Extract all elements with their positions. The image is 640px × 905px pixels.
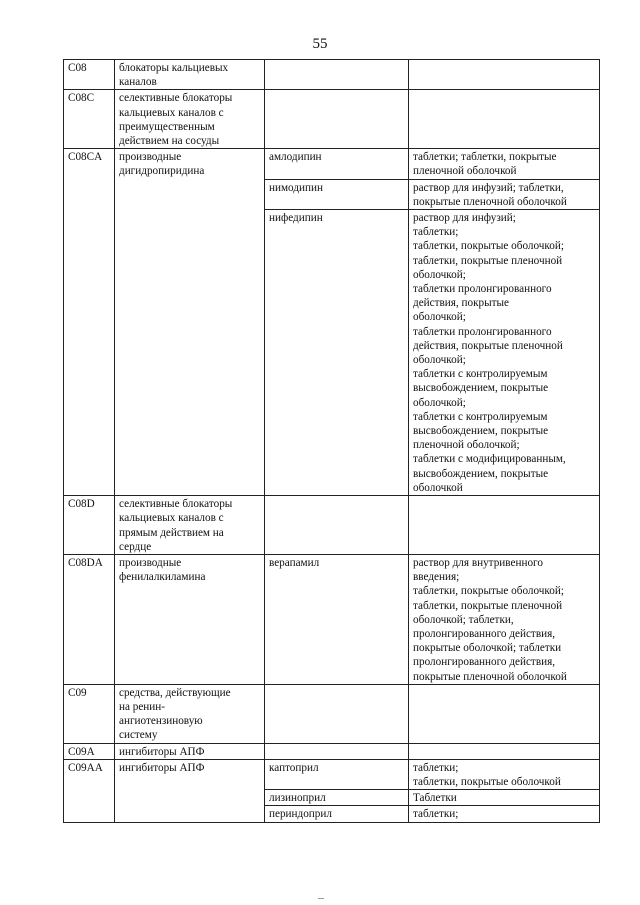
drug-name-cell bbox=[265, 90, 409, 149]
table-row bbox=[64, 684, 600, 743]
atc-code-cell: C08CA bbox=[64, 149, 115, 496]
atc-code-cell: C08DA bbox=[64, 554, 115, 684]
drug-name-cell: лизиноприл bbox=[265, 790, 409, 806]
drug-name-cell bbox=[265, 496, 409, 555]
group-name-cell: селективные блокаторы кальциевых каналов с прямым действием на сердце bbox=[115, 496, 265, 555]
dosage-form-cell: таблетки; bbox=[409, 806, 600, 822]
drug-name-cell: нифедипин bbox=[265, 210, 409, 496]
group-name-cell: блокаторы кальциевых каналов bbox=[115, 60, 265, 90]
dosage-form-cell: раствор для инфузий; таблетки, покрытые пленочной оболочкой bbox=[409, 179, 600, 209]
dosage-form-cell bbox=[409, 743, 600, 759]
drug-name-cell: амлодипин bbox=[265, 149, 409, 179]
group-name-cell: производные фенилалкиламина bbox=[115, 554, 265, 684]
group-name-cell: селективные блокаторы кальциевых каналов с преимущественным действием на сосуды bbox=[115, 90, 265, 149]
group-name-cell: производные дигидропиридина bbox=[115, 149, 265, 496]
drug-table bbox=[63, 59, 600, 823]
dosage-form-cell: таблетки; таблетки, покрытые пленочной оболочкой bbox=[409, 149, 600, 179]
page-number: 55 bbox=[312, 36, 328, 52]
drug-name-cell bbox=[265, 684, 409, 743]
table-row bbox=[64, 60, 600, 90]
drug-name-cell: верапамил bbox=[265, 554, 409, 684]
dosage-form-cell bbox=[409, 496, 600, 555]
table-row bbox=[64, 759, 600, 789]
table-row bbox=[64, 743, 600, 759]
drug-name-cell bbox=[265, 60, 409, 90]
table-row bbox=[64, 496, 600, 555]
atc-code-cell: C08 bbox=[64, 60, 115, 90]
dosage-form-cell: раствор для внутривенного введения; таблетки, покрытые оболочкой; таблетки, покрытые пленочной оболочкой; таблетки, пролонгированного действия, покрытые оболочкой; таблетки пролонгированного действия, покрытые пленочной оболочкой bbox=[409, 554, 600, 684]
dosage-form-cell: таблетки; таблетки, покрытые оболочкой bbox=[409, 759, 600, 789]
dosage-form-cell bbox=[409, 60, 600, 90]
drug-name-cell bbox=[265, 743, 409, 759]
atc-code-cell: C09 bbox=[64, 684, 115, 743]
atc-code-cell: C08D bbox=[64, 496, 115, 555]
dosage-form-cell: Таблетки bbox=[409, 790, 600, 806]
drug-name-cell: нимодипин bbox=[265, 179, 409, 209]
atc-code-cell: C08C bbox=[64, 90, 115, 149]
atc-code-cell: C09A bbox=[64, 743, 115, 759]
atc-code-cell: C09AA bbox=[64, 759, 115, 822]
group-name-cell: ингибиторы АПФ bbox=[115, 743, 265, 759]
group-name-cell: ингибиторы АПФ bbox=[115, 759, 265, 822]
drug-name-cell: каптоприл bbox=[265, 759, 409, 789]
drug-name-cell: периндоприл bbox=[265, 806, 409, 822]
scan-mark bbox=[318, 898, 324, 899]
table-row bbox=[64, 90, 600, 149]
table-row bbox=[64, 554, 600, 684]
dosage-form-cell: раствор для инфузий; таблетки; таблетки, покрытые оболочкой; таблетки, покрытые пленочной оболочкой; таблетки пролонгированного действия, покрытые оболочкой; таблетки пролонгированного действия, покрытые пленочной оболочкой; таблетки с контролируемым высвобождением, покрытые оболочкой; таблетки с контролируемым высвобождением, покрытые пленочной оболочкой; таблетки с модифицированным, высвобождением, покрытые оболочкой bbox=[409, 210, 600, 496]
table-row bbox=[64, 149, 600, 179]
dosage-form-cell bbox=[409, 684, 600, 743]
group-name-cell: средства, действующие на ренин- ангиотензиновую систему bbox=[115, 684, 265, 743]
dosage-form-cell bbox=[409, 90, 600, 149]
